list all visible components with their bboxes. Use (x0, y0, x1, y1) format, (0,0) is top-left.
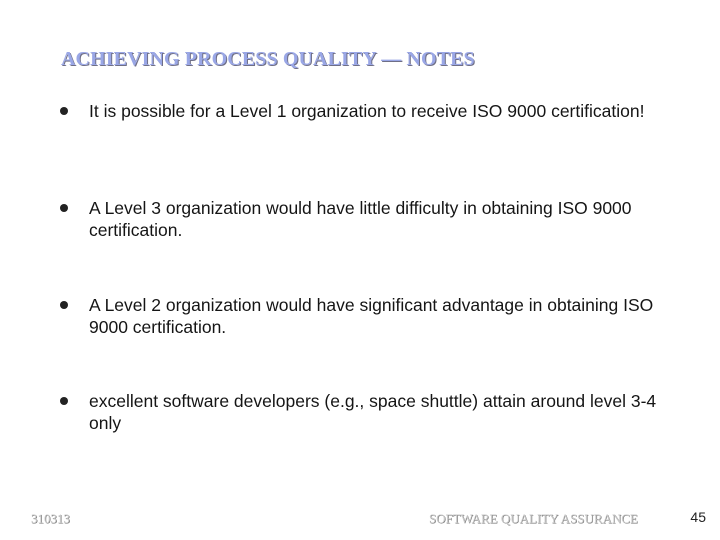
bullet-text: excellent software developers (e.g., space shuttle) attain around level 3-4 only (89, 391, 657, 433)
bullet-text: It is possible for a Level 1 organization to receive ISO 9000 certification! (89, 101, 645, 121)
page-number: 45 (690, 509, 706, 525)
footer-course-title: SOFTWARE QUALITY ASSURANCE (429, 511, 638, 526)
bullet-item (60, 100, 680, 122)
bullet-item (60, 197, 680, 241)
bullet-dot-icon (60, 397, 68, 405)
bullet-item (60, 294, 680, 338)
footer-course-code: 310313 (31, 511, 70, 526)
bullet-dot-icon (60, 301, 68, 309)
bullet-dot-icon (60, 107, 68, 115)
bullet-text: A Level 3 organization would have little difficulty in obtaining ISO 9000 certification. (89, 198, 632, 240)
slide-title: ACHIEVING PROCESS QUALITY — NOTES (61, 48, 475, 70)
bullet-dot-icon (60, 204, 68, 212)
bullet-item (60, 390, 680, 434)
bullet-text: A Level 2 organization would have significant advantage in obtaining ISO 9000 certification. (89, 295, 654, 337)
